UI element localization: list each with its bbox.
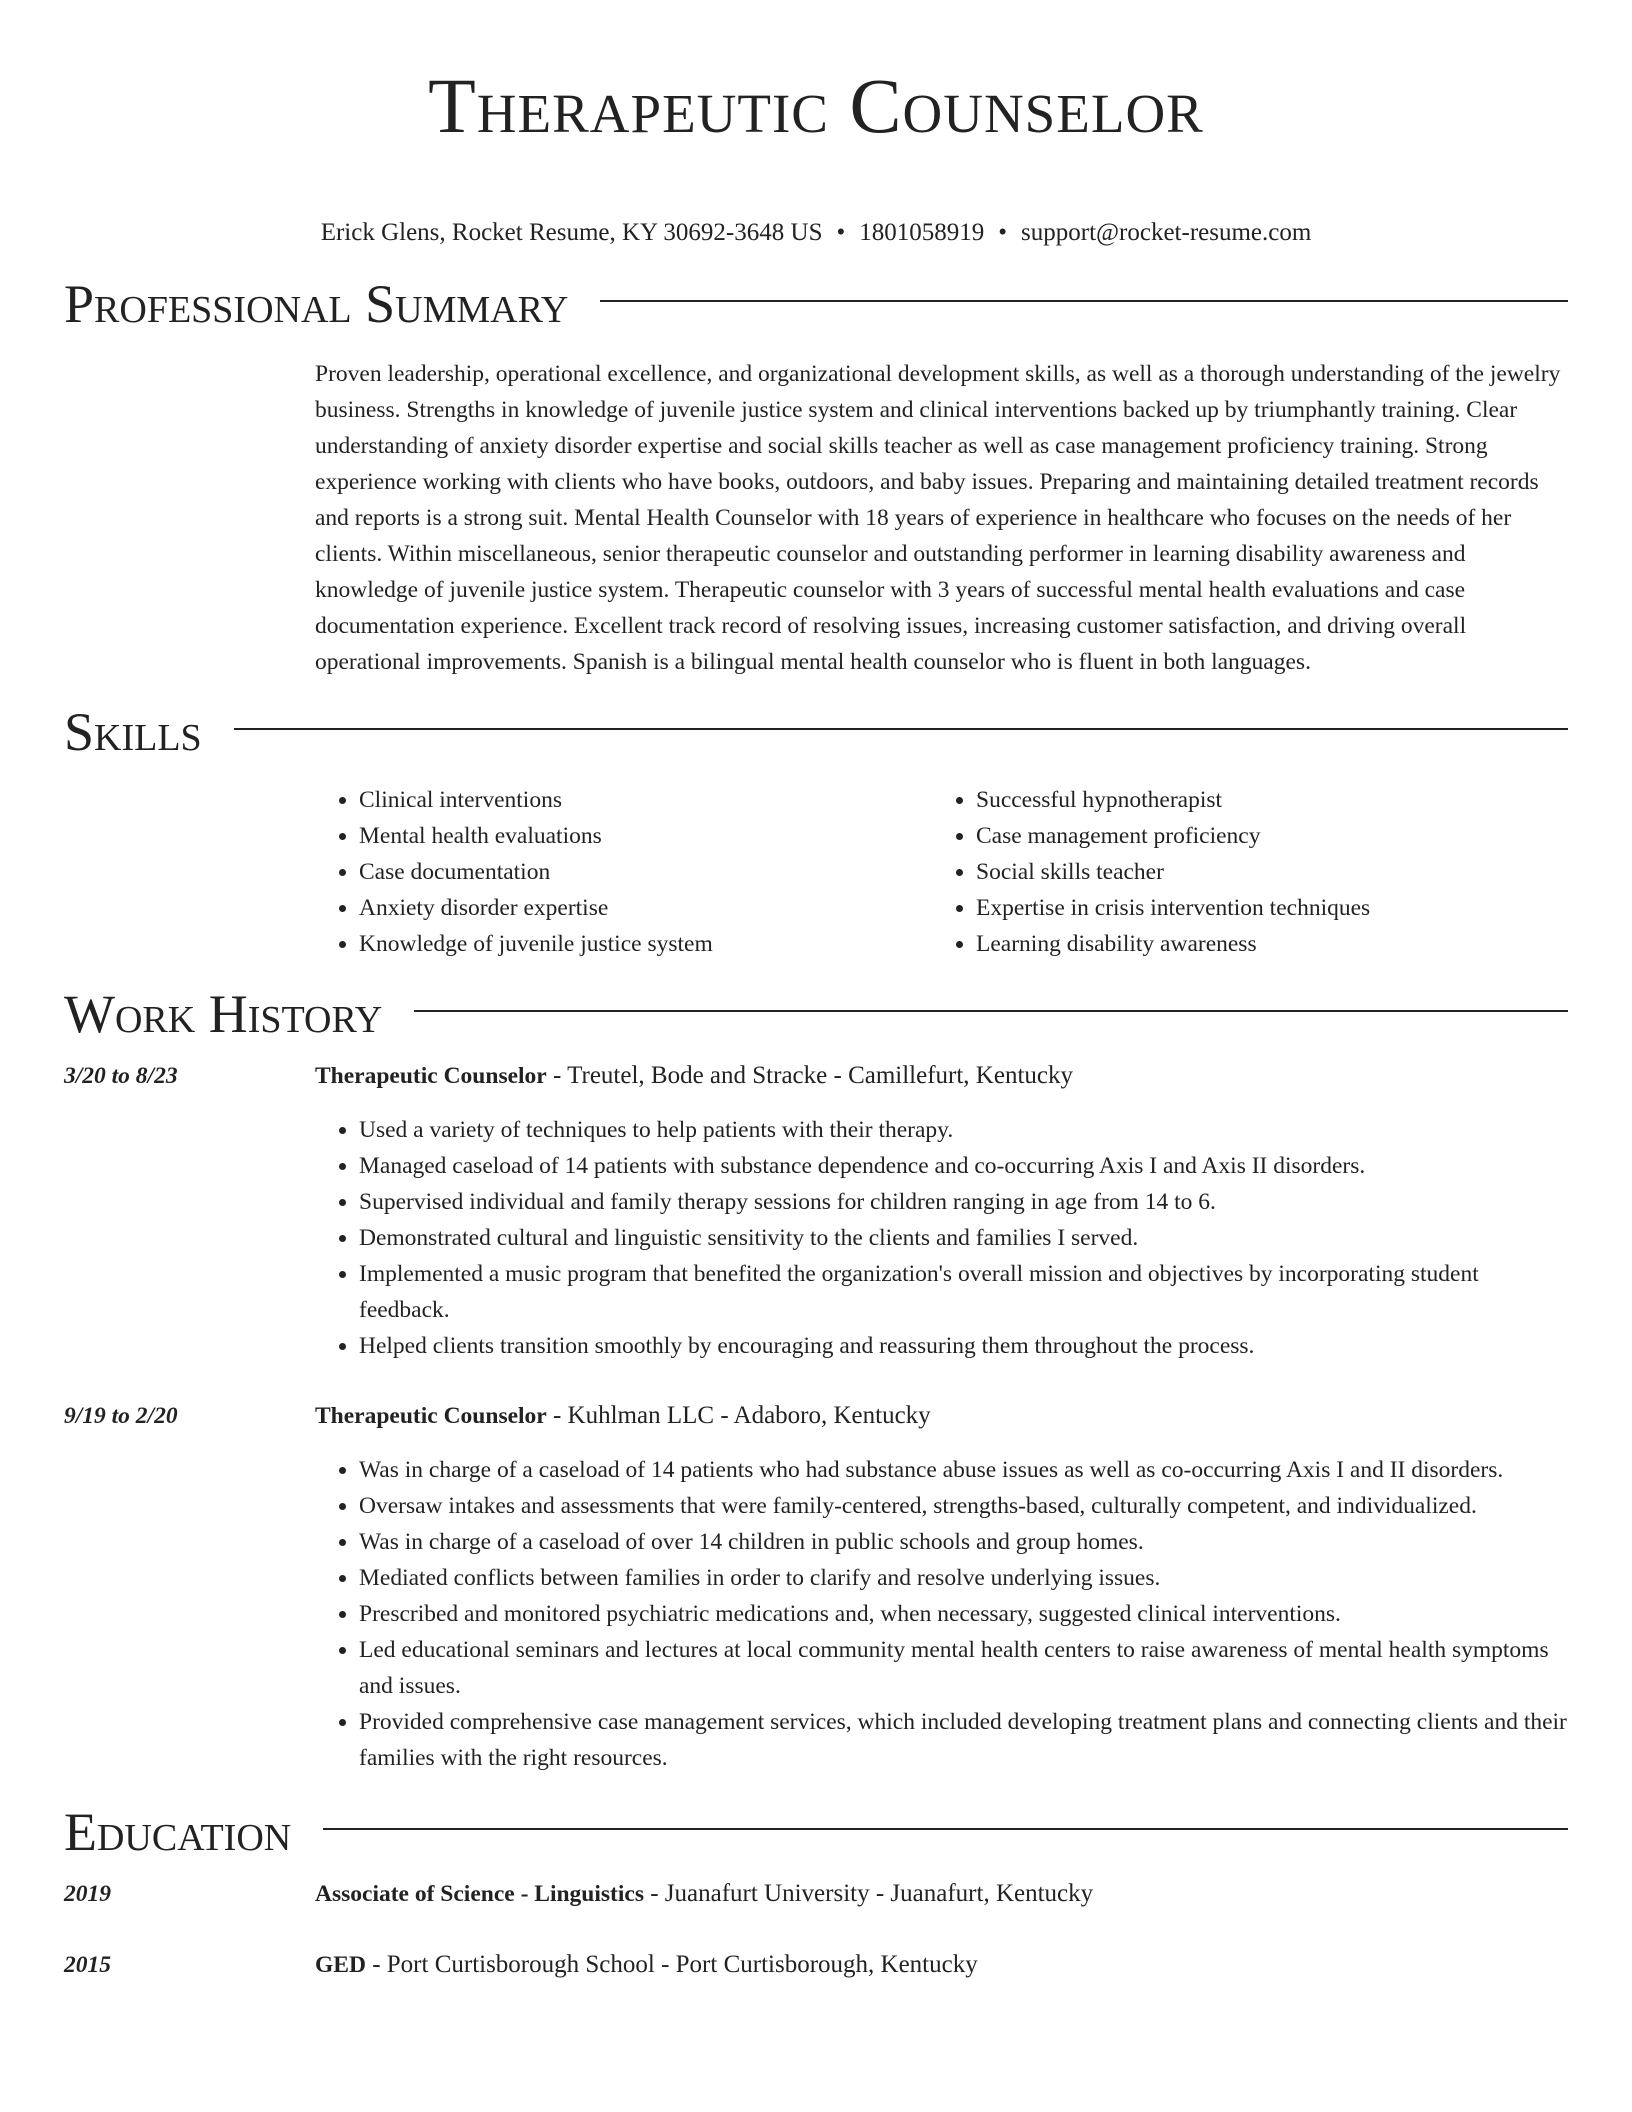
job-heading bbox=[315, 1398, 1568, 1434]
education-degree: Associate of Science - Linguistics bbox=[315, 1881, 644, 1907]
job-title: Therapeutic Counselor bbox=[315, 1063, 547, 1089]
job-bullet: • Oversaw intakes and assessments that were family-centered, strengths-based, culturally competent, and individualized. bbox=[359, 1488, 1568, 1524]
contact-separator: • bbox=[836, 219, 846, 246]
job-employer: - Treutel, Bode and Stracke - Camillefurt, Kentucky bbox=[546, 1062, 1074, 1089]
education-section bbox=[64, 1802, 1568, 1983]
job-bullet: • Prescribed and monitored psychiatric medications and, when necessary, suggested clinical interventions. bbox=[359, 1596, 1568, 1632]
skill-item: • Anxiety disorder expertise bbox=[359, 890, 932, 926]
job-entry bbox=[64, 1398, 1568, 1776]
job-bullet: • Mediated conflicts between families in order to clarify and resolve underlying issues. bbox=[359, 1560, 1568, 1596]
skill-item: • Social skills teacher bbox=[976, 854, 1549, 890]
education-header bbox=[64, 1802, 1568, 1862]
contact-email: support@rocket-resume.com bbox=[1021, 219, 1312, 246]
skill-item: • Case documentation bbox=[359, 854, 932, 890]
education-heading-line bbox=[315, 1876, 1568, 1912]
skills-section bbox=[64, 702, 1568, 962]
job-bullet: • Was in charge of a caseload of 14 patients who had substance abuse issues as well as co-occurring Axis I and II disorders. bbox=[359, 1452, 1568, 1488]
skills-header bbox=[64, 702, 1568, 762]
section-divider bbox=[323, 1828, 1568, 1830]
skill-item: • Knowledge of juvenile justice system bbox=[359, 926, 932, 962]
job-title: Therapeutic Counselor bbox=[315, 1403, 547, 1429]
summary-section bbox=[64, 274, 1568, 680]
job-dates: 9/19 to 2/20 bbox=[64, 1403, 178, 1429]
work-heading: Work History bbox=[64, 984, 383, 1044]
job-bullet: • Helped clients transition smoothly by encouraging and reassuring them throughout the process. bbox=[359, 1328, 1568, 1364]
skill-item: • Successful hypnotherapist bbox=[976, 782, 1549, 818]
education-heading: Education bbox=[64, 1802, 292, 1862]
job-details bbox=[315, 1398, 1568, 1776]
section-divider bbox=[600, 300, 1568, 302]
job-bullets bbox=[315, 1112, 1568, 1364]
skills-list-left bbox=[315, 782, 932, 962]
job-details bbox=[315, 1058, 1568, 1364]
job-bullet: • Was in charge of a caseload of over 14 children in public schools and group homes. bbox=[359, 1524, 1568, 1560]
skills-heading: Skills bbox=[64, 702, 202, 762]
skills-column-right bbox=[932, 782, 1549, 962]
skill-item: • Mental health evaluations bbox=[359, 818, 932, 854]
education-details bbox=[315, 1876, 1568, 1912]
job-heading bbox=[315, 1058, 1568, 1094]
skill-item: • Expertise in crisis intervention techniques bbox=[976, 890, 1549, 926]
job-employer: - Kuhlman LLC - Adaboro, Kentucky bbox=[546, 1402, 931, 1429]
job-dates: 3/20 to 8/23 bbox=[64, 1063, 178, 1089]
contact-separator: • bbox=[998, 219, 1008, 246]
education-entry bbox=[64, 1947, 1568, 1983]
work-header bbox=[64, 984, 1568, 1044]
skills-grid bbox=[315, 782, 1568, 962]
skills-list-right bbox=[932, 782, 1549, 962]
education-year: 2015 bbox=[64, 1952, 111, 1978]
education-year: 2019 bbox=[64, 1881, 111, 1907]
education-school: - Juanafurt University - Juanafurt, Kentucky bbox=[643, 1880, 1094, 1907]
contact-phone: 1801058919 bbox=[859, 219, 985, 246]
skill-item: • Learning disability awareness bbox=[976, 926, 1549, 962]
skill-item: • Case management proficiency bbox=[976, 818, 1549, 854]
education-details bbox=[315, 1947, 1568, 1983]
section-divider bbox=[414, 1010, 1568, 1012]
summary-heading: Professional Summary bbox=[64, 274, 569, 334]
job-bullets bbox=[315, 1452, 1568, 1776]
job-bullet: • Used a variety of techniques to help patients with their therapy. bbox=[359, 1112, 1568, 1148]
education-school: - Port Curtisborough School - Port Curtisborough, Kentucky bbox=[365, 1951, 978, 1978]
job-bullet: • Supervised individual and family therapy sessions for children ranging in age from 14 to 6. bbox=[359, 1184, 1568, 1220]
skill-item: • Clinical interventions bbox=[359, 782, 932, 818]
job-bullet: • Managed caseload of 14 patients with substance dependence and co-occurring Axis I and Axis II disorders. bbox=[359, 1148, 1568, 1184]
resume-title: Therapeutic Counselor bbox=[428, 62, 1204, 149]
job-bullet: • Led educational seminars and lectures at local community mental health centers to raise awareness of mental health symptoms and issues. bbox=[359, 1632, 1568, 1704]
summary-header bbox=[64, 274, 1568, 334]
summary-text: Proven leadership, operational excellence, and organizational development skills, as well as a thorough understanding of the jewelry business. Strengths in knowledge of juvenile justice system and clinical interventions backed up by triumphantly training. Clear understanding of anxiety disorder expertise and social skills teacher as well as case management proficiency training. Strong experience working with clients who have books, outdoors, and baby issues. Preparing and maintaining detailed treatment records and reports is a strong suit. Mental Health Counselor with 18 years of experience in healthcare who focuses on the needs of her clients. Within miscellaneous, senior therapeutic counselor and outstanding performer in learning disability awareness and knowledge of juvenile justice system. Therapeutic counselor with 3 years of successful mental health evaluations and case documentation experience. Excellent track record of resolving issues, increasing customer satisfaction, and driving overall operational improvements. Spanish is a bilingual mental health counselor who is fluent in both languages. bbox=[315, 361, 1561, 675]
education-entry bbox=[64, 1876, 1568, 1912]
job-bullet: • Provided comprehensive case management services, which included developing treatment plans and connecting clients and their families with the right resources. bbox=[359, 1704, 1568, 1776]
summary-body bbox=[315, 356, 1568, 680]
contact-line bbox=[64, 218, 1568, 248]
education-degree: GED bbox=[315, 1952, 366, 1978]
skills-column-left bbox=[315, 782, 932, 962]
education-heading-line bbox=[315, 1947, 1568, 1983]
work-section bbox=[64, 984, 1568, 1776]
job-bullet: • Demonstrated cultural and linguistic sensitivity to the clients and families I served. bbox=[359, 1220, 1568, 1256]
section-divider bbox=[234, 728, 1568, 730]
job-entry bbox=[64, 1058, 1568, 1364]
job-bullet: • Implemented a music program that benefited the organization's overall mission and objectives by incorporating student feedback. bbox=[359, 1256, 1568, 1328]
contact-address: Erick Glens, Rocket Resume, KY 30692-3648 US bbox=[320, 219, 823, 246]
